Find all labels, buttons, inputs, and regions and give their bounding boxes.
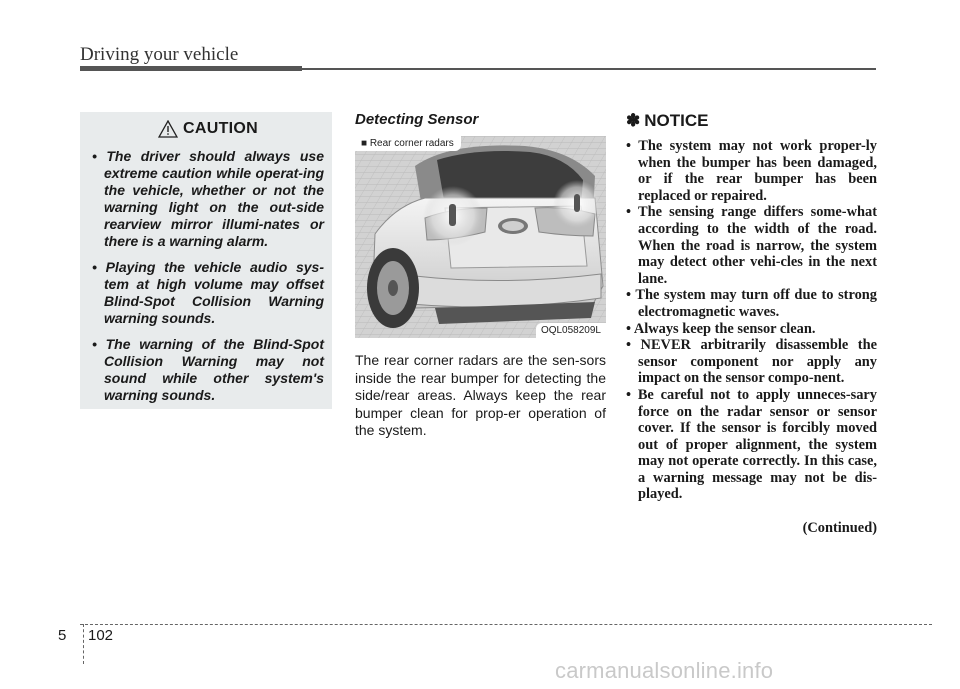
caution-heading (92, 120, 324, 138)
caution-item: • The warning of the Blind-Spot Collision Warning may not sound while other system's warning sounds. (92, 336, 324, 403)
figure-label: ■ Rear corner radars (355, 136, 461, 151)
caution-item: • Playing the vehicle audio sys-tem at high volume may offset Blind-Spot Collision Warning warning sounds. (92, 259, 324, 326)
watermark: carmanualsonline.info (555, 658, 774, 683)
caution-box (80, 112, 332, 409)
footer-rule (80, 624, 932, 625)
notice-item: • The system may not work proper-ly when the bumper has been damaged, or if the rear bumper has been replaced or repaired. (626, 138, 877, 204)
notice-item: • NEVER arbitrarily disassemble the sensor component nor apply any impact on the sensor compo-nent. (626, 337, 877, 387)
caution-list (92, 148, 324, 404)
warning-triangle-icon (158, 120, 178, 138)
notice-item: • The system may turn off due to strong electromagnetic waves. (626, 287, 877, 320)
asterisk-icon: ✽ (626, 111, 641, 130)
vehicle-rear-illustration (355, 136, 606, 338)
caution-heading-text: CAUTION (183, 120, 258, 137)
footer-divider (83, 624, 84, 664)
rear-radar-figure (355, 136, 606, 338)
page-header-title: Driving your vehicle (80, 44, 239, 65)
notice-item: • Be careful not to apply unneces-sary force on the radar sensor or sensor cover. If the sensor is forcibly moved out of proper alignment, the system may not operate correctly. In this case, a warning message may not be dis-played. (626, 386, 877, 503)
header-rule-thin (302, 68, 876, 70)
continued-label: (Continued) (802, 520, 877, 536)
section-title-detecting-sensor: Detecting Sensor (355, 111, 479, 128)
detecting-sensor-body: The rear corner radars are the sen-sors inside the rear bumper for detecting the side/rear areas. Always keep the rear bumper clean for prop-er operation of the system. (355, 352, 606, 438)
figure-code: OQL058209L (536, 323, 606, 338)
caution-item: • The driver should always use extreme caution while operat-ing the vehicle, whether or not the warning light on the out-side rearview mirror illumi-nates or there is a warning alarm. (92, 148, 324, 249)
notice-heading-text: NOTICE (644, 111, 709, 130)
page-number: 102 (88, 627, 114, 644)
notice-item: • Always keep the sensor clean. (626, 320, 816, 337)
header-rule-thick (80, 66, 302, 71)
notice-item: • The sensing range differs some-what according to the width of the road. When the road is narrow, the system may detect other vehi-cles in the next lane. (626, 204, 877, 287)
notice-heading (626, 111, 708, 131)
notice-list (626, 138, 877, 503)
chapter-number: 5 (58, 627, 67, 644)
